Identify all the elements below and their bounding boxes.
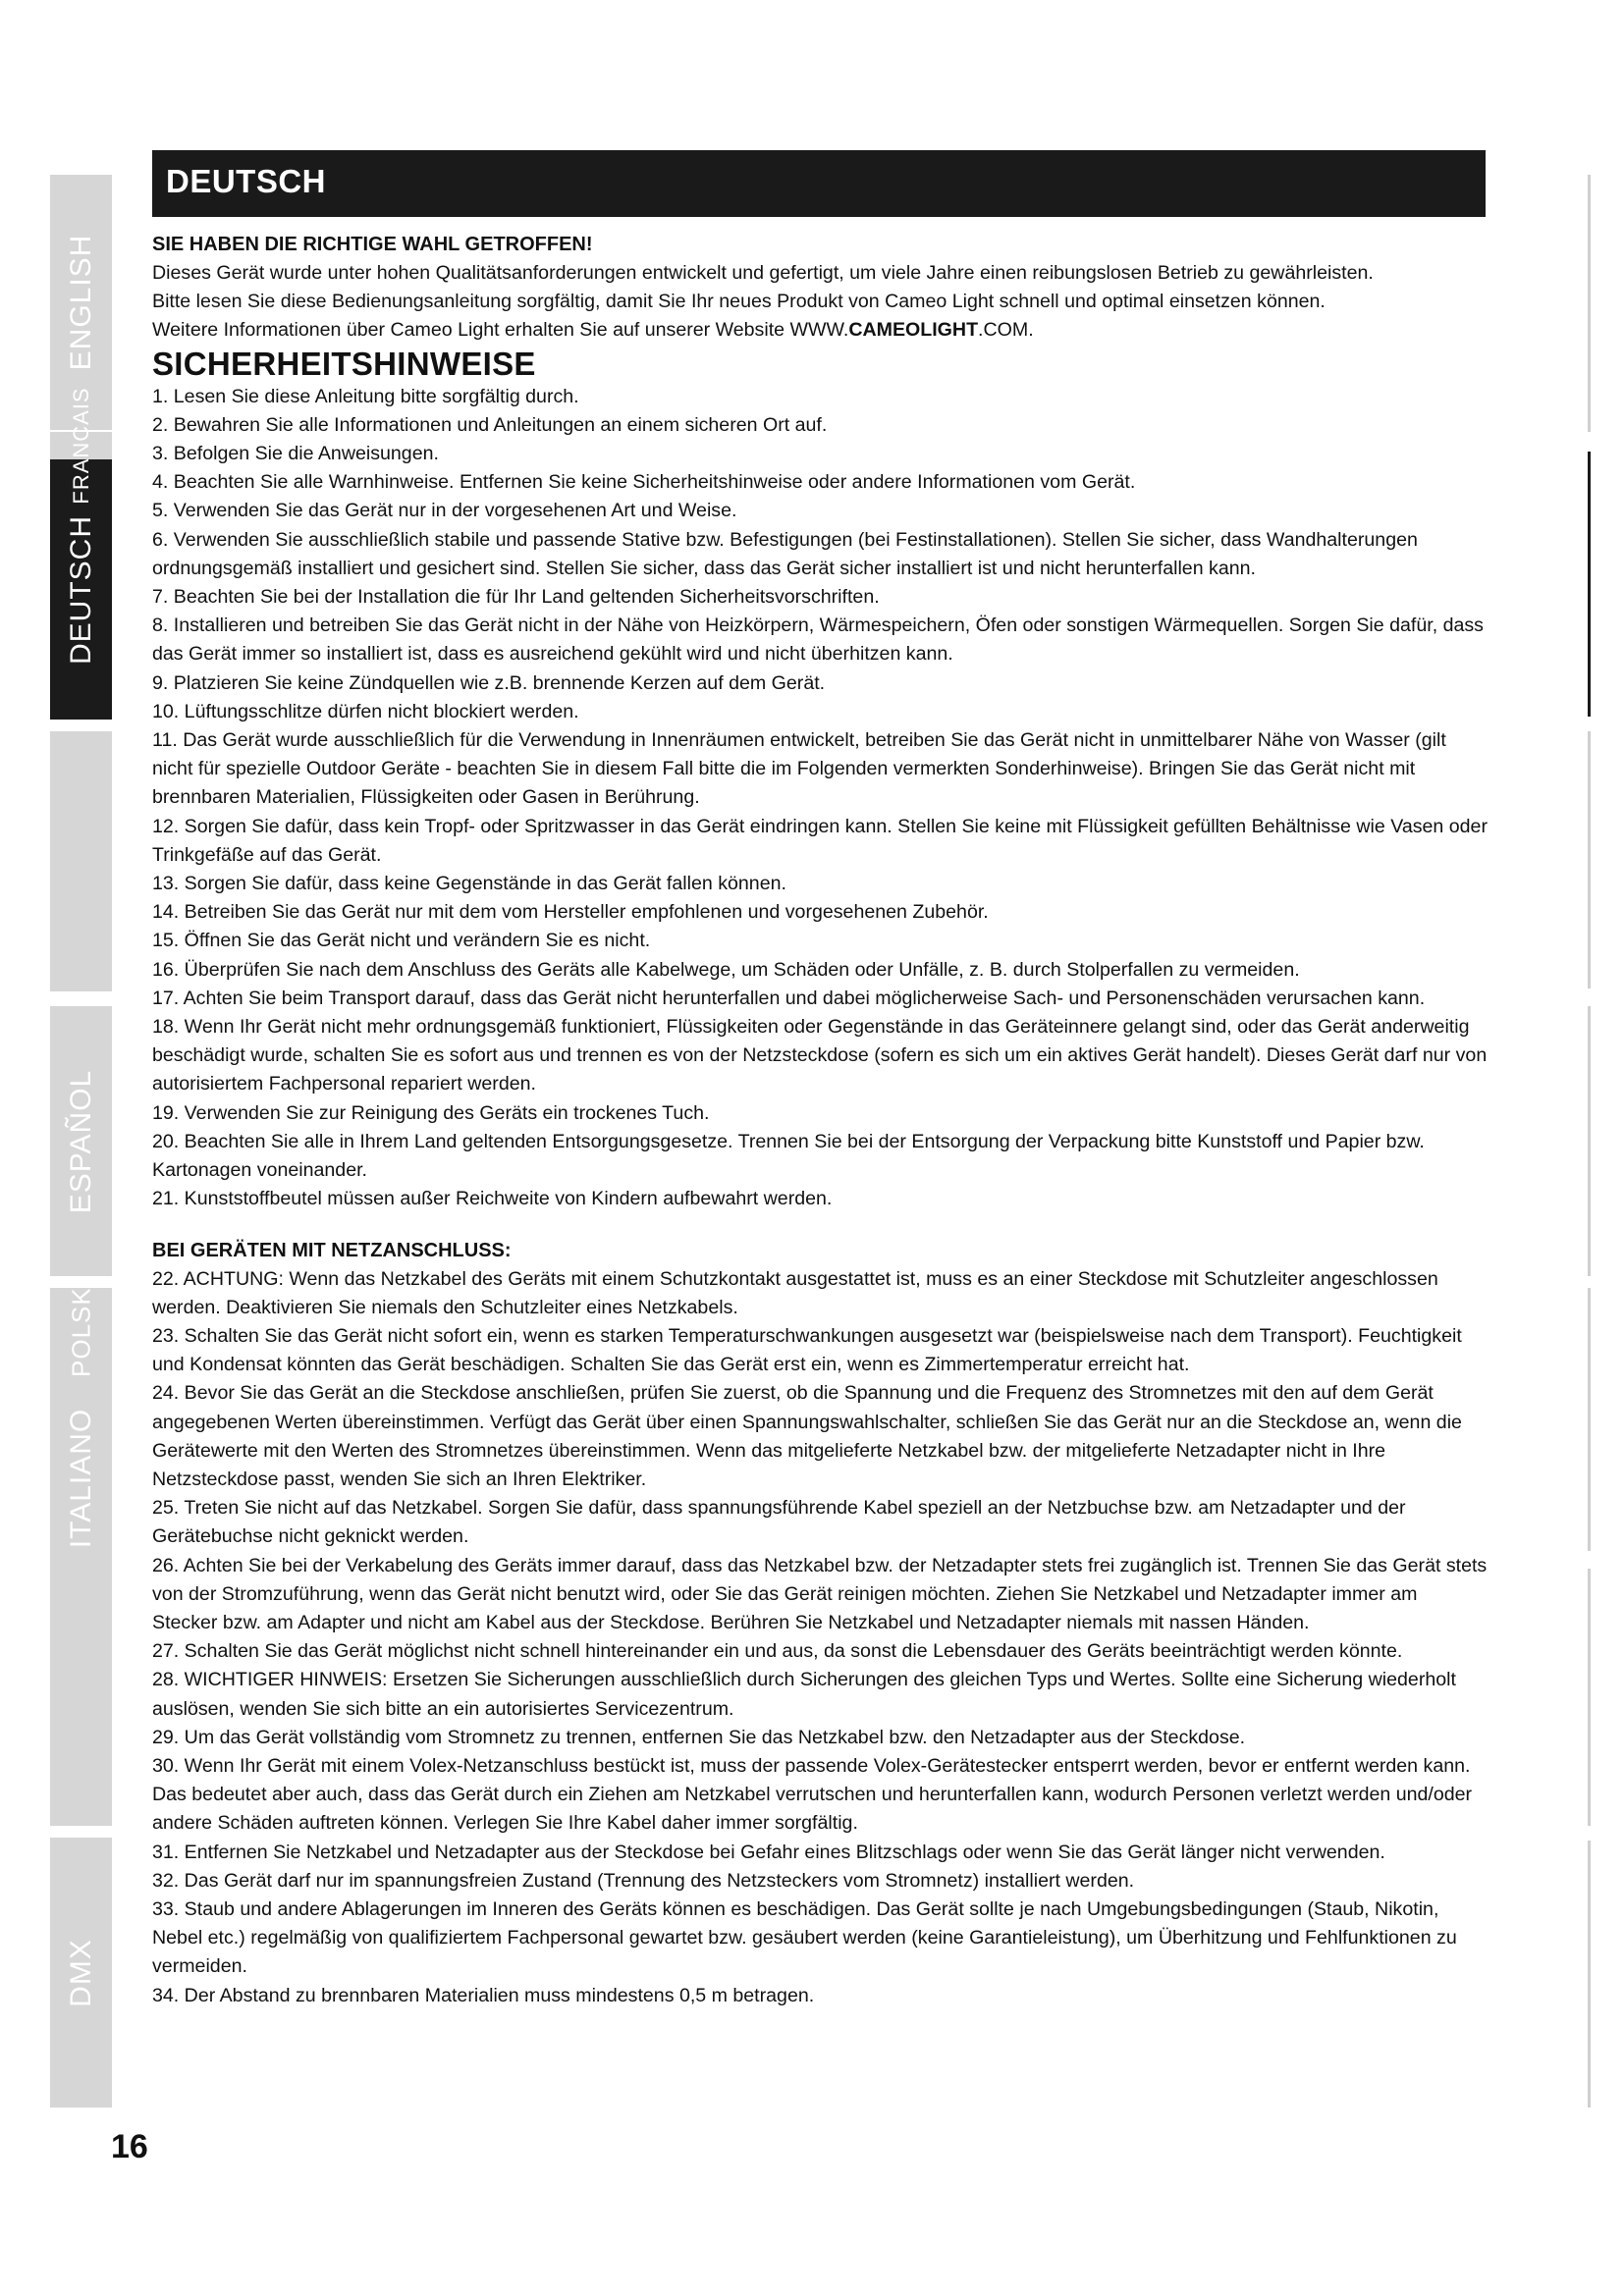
edge-rule bbox=[1588, 731, 1591, 988]
main-content bbox=[152, 230, 1488, 2010]
side-tab-gap-1 bbox=[50, 731, 112, 991]
list-item: 12. Sorgen Sie dafür, dass kein Tropf- oder Spritzwasser in das Gerät eindringen kann. Stellen Sie keine mit Flüssigkeit gefüllten Behältnisse wie Vasen oder Trinkgefäße auf das Gerät. bbox=[152, 815, 1488, 866]
edge-rule bbox=[1588, 1841, 1591, 2108]
list-item: 15. Öffnen Sie das Gerät nicht und verändern Sie es nicht. bbox=[152, 930, 651, 952]
list-item: 13. Sorgen Sie dafür, dass keine Gegenstände in das Gerät fallen können. bbox=[152, 873, 786, 895]
list-item: 26. Achten Sie bei der Verkabelung des Geräts immer darauf, dass das Netzkabel bzw. der Netzadapter stets frei zugänglich ist. Trennen Sie das Gerät stets von der Stromzuführung, wenn das Gerät nicht benutzt wird, oder Sie das Gerät reinigen möchten. Ziehen Sie Netzkabel und Netzadapter immer am Stecker bzw. am Adapter und nicht am Kabel aus der Steckdose. Berühren Sie Netzkabel und Netzadapter niemals mit nassen Händen. bbox=[152, 1554, 1488, 1633]
side-tab-label: ESPAÑOL bbox=[64, 1069, 97, 1213]
edge-rule bbox=[1588, 175, 1591, 432]
mains-list bbox=[152, 1265, 1488, 2010]
intro-line-text: .COM. bbox=[978, 319, 1034, 342]
list-item: 10. Lüftungsschlitze dürfen nicht blockiert werden. bbox=[152, 700, 579, 722]
section-title: SICHERHEITSHINWEISE bbox=[152, 345, 536, 382]
list-item: 9. Platzieren Sie keine Zündquellen wie z.B. brennende Kerzen auf dem Gerät. bbox=[152, 671, 826, 694]
list-item: 7. Beachten Sie bei der Installation die für Ihr Land geltenden Sicherheitsvorschriften. bbox=[152, 586, 880, 609]
header-title: DEUTSCH bbox=[166, 163, 327, 199]
list-item: 17. Achten Sie beim Transport darauf, dass das Gerät nicht herunterfallen und dabei möglicherweise Sach- und Personenschäden verursachen kann. bbox=[152, 987, 1426, 1009]
list-item: 14. Betreiben Sie das Gerät nur mit dem vom Hersteller empfohlenen und vorgesehenen Zubehör. bbox=[152, 901, 989, 924]
side-tab-polski[interactable] bbox=[50, 1278, 112, 1553]
list-item: 4. Beachten Sie alle Warnhinweise. Entfernen Sie keine Sicherheitshinweise oder andere Informationen vom Gerät. bbox=[152, 471, 1136, 494]
side-tab-label: POLSKI bbox=[66, 1278, 95, 1377]
list-item: 24. Bevor Sie das Gerät an die Steckdose anschließen, prüfen Sie zuerst, ob die Spannung und die Frequenz des Stromnetzes mit den auf dem Gerät angegebenen Werten übereinstimmen. Verfügt das Gerät über einen Spannungswahlschalter, schließen Sie das Gerät nur an die Steckdose an, wenn die Gerätewerte mit den Werten des Stromnetzes übereinstimmen. Wenn das mitgelieferte Netzkabel bzw. der mitgelieferte Netzadapter nicht in Ihre Netzsteckdose passt, wenden Sie sich an Ihren Elektriker. bbox=[152, 1382, 1462, 1490]
intro-line: Dieses Gerät wurde unter hohen Qualitätsanforderungen entwickelt und gefertigt, um viele Jahre einen reibungslosen Betrieb zu gewährleisten. bbox=[152, 262, 1374, 284]
header-bar bbox=[152, 150, 1486, 217]
list-item: 30. Wenn Ihr Gerät mit einem Volex-Netzanschluss bestückt ist, muss der passende Volex-Gerätestecker entsperrt werden, bevor er entfernt werden kann. Das bedeutet aber auch, dass das Gerät durch ein Ziehen am Netzkabel verrutschen und herunterfallen kann, wodurch Personen verletzt werden und/oder andere Schäden auftreten können. Verlegen Sie Ihre Kabel daher immer sorgfältig. bbox=[152, 1754, 1473, 1835]
list-item: 11. Das Gerät wurde ausschließlich für die Verwendung in Innenräumen entwickelt, betreiben Sie das Gerät nicht in unmittelbarer Nähe von Wasser (gilt nicht für spezielle Outdoor Geräte - beachten Sie in diesem Fall bitte die im Folgenden vermerkten Sonderhinweise). Bringen Sie das Gerät nicht mit brennbaren Materialien, Flüssigkeiten oder Gasen in Berührung. bbox=[152, 729, 1446, 809]
list-item: 34. Der Abstand zu brennbaren Materialien muss mindestens 0,5 m betragen. bbox=[152, 1984, 815, 2006]
list-item: 22. ACHTUNG: Wenn das Netzkabel des Geräts mit einem Schutzkontakt ausgestattet ist, muss es an einer Steckdose mit Schutzleiter angeschlossen werden. Deaktivieren Sie niemals den Schutzleiter eines Netzkabels. bbox=[152, 1267, 1438, 1318]
list-item: 32. Das Gerät darf nur im spannungsfreien Zustand (Trennung des Netzsteckers vom Stromnetz) installiert werden. bbox=[152, 1869, 1135, 1892]
intro-heading: SIE HABEN DIE RICHTIGE WAHL GETROFFEN! bbox=[152, 234, 593, 255]
safety-list bbox=[152, 383, 1488, 1214]
page-number: 16 bbox=[111, 2128, 148, 2165]
list-item: 20. Beachten Sie alle in Ihrem Land geltenden Entsorgungsgesetze. Trennen Sie bei der Entsorgung der Verpackung bitte Kunststoff und Papier bzw. Kartonagen voneinander. bbox=[152, 1130, 1425, 1182]
edge-rule bbox=[1588, 1288, 1591, 1551]
list-item: 29. Um das Gerät vollständig vom Stromnetz zu trennen, entfernen Sie das Netzkabel bzw. den Netzadapter aus der Steckdose. bbox=[152, 1726, 1246, 1748]
list-item: 19. Verwenden Sie zur Reinigung des Geräts ein trockenes Tuch. bbox=[152, 1101, 710, 1124]
mains-heading: BEI GERÄTEN MIT NETZANSCHLUSS: bbox=[152, 1239, 512, 1261]
list-item: 8. Installieren und betreiben Sie das Gerät nicht in der Nähe von Heizkörpern, Wärmespeichern, Öfen oder sonstigen Wärmequellen. Sorgen Sie dafür, dass das Gerät immer so installiert ist, dass es ausreichend gekühlt wird und nicht überhitzen kann. bbox=[152, 614, 1484, 666]
side-tab-dmx[interactable] bbox=[50, 1838, 112, 2108]
list-item: 23. Schalten Sie das Gerät nicht sofort ein, wenn es starken Temperaturschwankungen ausgesetzt war (beispielsweise nach dem Transport). Feuchtigkeit und Kondensat könnten das Gerät beschädigen. Schalten Sie das Gerät erst ein, wenn es Zimmertemperatur erreicht hat. bbox=[152, 1324, 1462, 1376]
intro-line-text: Weitere Informationen über Cameo Light erhalten Sie auf unserer Website WWW. bbox=[152, 319, 849, 342]
side-tab-label: ITALIANO bbox=[64, 1409, 97, 1549]
edge-rule-active bbox=[1588, 452, 1591, 717]
intro-line: Bitte lesen Sie diese Bedienungsanleitung sorgfältig, damit Sie Ihr neues Produkt von Cameo Light schnell und optimal einsetzen können. bbox=[152, 291, 1326, 313]
list-item: 5. Verwenden Sie das Gerät nur in der vorgesehenen Art und Weise. bbox=[152, 500, 737, 522]
side-tab-francais-area[interactable] bbox=[50, 387, 112, 505]
edge-rule bbox=[1588, 1569, 1591, 1826]
list-item: 27. Schalten Sie das Gerät möglichst nicht schnell hintereinander ein und aus, da sonst die Lebensdauer des Geräts beeinträchtigt werden könnte. bbox=[152, 1640, 1403, 1663]
side-tab-espanol[interactable] bbox=[50, 1006, 112, 1276]
edge-rule bbox=[1588, 1006, 1591, 1276]
list-item: 6. Verwenden Sie ausschließlich stabile und passende Stative bzw. Befestigungen (bei Festinstallationen). Stellen Sie sicher, dass Wandhalterungen ordnungsgemäß installiert und gesichert sind. Stellen Sie sicher, dass das Gerät sicher installiert ist und nicht herunterfallen kann. bbox=[152, 528, 1418, 579]
side-tab-italiano-extension bbox=[50, 1553, 112, 1826]
side-tab-label: DMX bbox=[64, 1938, 97, 2007]
list-item: 25. Treten Sie nicht auf das Netzkabel. Sorgen Sie dafür, dass spannungsführende Kabel speziell an der Netzbuchse bzw. am Netzadapter und der Gerätebuchse nicht geknickt werden. bbox=[152, 1497, 1406, 1548]
side-tab-label: FRANCAIS bbox=[68, 387, 93, 505]
list-item: 21. Kunststoffbeutel müssen außer Reichweite von Kindern aufbewahrt werden. bbox=[152, 1188, 833, 1210]
website-link[interactable]: CAMEOLIGHT bbox=[848, 319, 979, 342]
side-tab-label: ENGLISH bbox=[64, 234, 97, 371]
list-item: 18. Wenn Ihr Gerät nicht mehr ordnungsgemäß funktioniert, Flüssigkeiten oder Gegenstände in das Geräteinnere gelangt sind, oder das Gerät anderweitig beschädigt wurde, schalten Sie es sofort aus und trennen es von der Netzsteckdose (sofern es sich um ein aktives Gerät handelt). Dieses Gerät darf nur von autorisiertem Fachpersonal repariert werden. bbox=[152, 1016, 1488, 1095]
list-item: 33. Staub und andere Ablagerungen im Inneren des Geräts können es beschädigen. Das Gerät sollte je nach Umgebungsbedingungen (Staub, Nikotin, Nebel etc.) regelmäßig von qualifiziertem Fachpersonal gewartet bzw. gesäubert werden (keine Garantieleistung), um Überhitzung und Fehlfunktionen zu vermeiden. bbox=[152, 1897, 1457, 1978]
list-item: 28. WICHTIGER HINWEIS: Ersetzen Sie Sicherungen ausschließlich durch Sicherungen des gleichen Typs und Wertes. Sollte eine Sicherung wiederholt auslösen, wenden Sie sich bitte an ein autorisiertes Servicezentrum. bbox=[152, 1669, 1456, 1720]
list-item: 2. Bewahren Sie alle Informationen und Anleitungen an einem sicheren Ort auf. bbox=[152, 413, 828, 436]
list-item: 31. Entfernen Sie Netzkabel und Netzadapter aus der Steckdose bei Gefahr eines Blitzschlags oder wenn Sie das Gerät länger nicht verwenden. bbox=[152, 1841, 1385, 1863]
list-item: 3. Befolgen Sie die Anweisungen. bbox=[152, 443, 439, 465]
list-item: 16. Überprüfen Sie nach dem Anschluss des Geräts alle Kabelwege, um Schäden oder Unfälle, z. B. durch Stolperfallen zu vermeiden. bbox=[152, 958, 1300, 981]
side-tab-label: DEUTSCH bbox=[64, 514, 97, 665]
list-item: 1. Lesen Sie diese Anleitung bitte sorgfältig durch. bbox=[152, 385, 579, 407]
intro-line bbox=[152, 316, 1488, 345]
